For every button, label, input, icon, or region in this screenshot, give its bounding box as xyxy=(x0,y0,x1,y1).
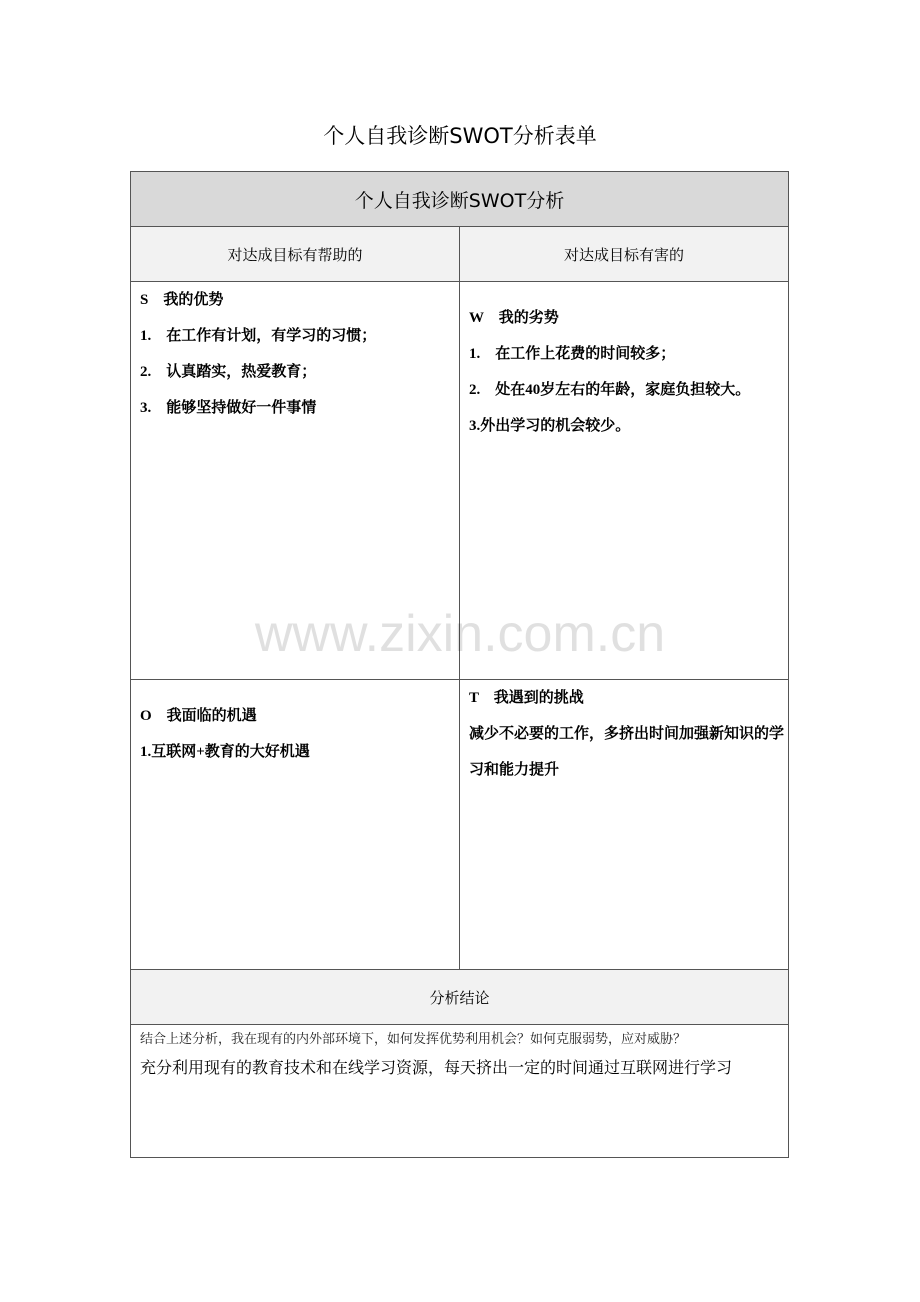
weakness-item: 1. 在工作上花费的时间较多； xyxy=(469,346,676,362)
conclusion-cell xyxy=(131,1025,788,1157)
harmful-column-header: 对达成目标有害的 xyxy=(460,227,788,282)
threat-item: 减少不必要的工作，多挤出时间加强新知识的学习和能力提升 xyxy=(469,726,785,778)
opportunities-label: O 我面临的机遇 xyxy=(140,708,257,724)
threats-label: T 我遇到的挑战 xyxy=(469,690,584,706)
weaknesses-label: W 我的劣势 xyxy=(469,310,559,326)
strengths-label: S 我的优势 xyxy=(140,292,224,308)
threats-cell xyxy=(460,680,788,970)
strength-item: 3. 能够坚持做好一件事情 xyxy=(140,400,317,416)
conclusion-answer: 充分利用现有的教育技术和在线学习资源，每天挤出一定的时间通过互联网进行学习 xyxy=(140,1060,733,1077)
weaknesses-cell xyxy=(460,282,788,680)
swot-table xyxy=(130,171,789,1158)
swot-table-header: 个人自我诊断SWOT分析 xyxy=(131,172,788,227)
strengths-cell xyxy=(131,282,460,680)
opportunity-item: 1.互联网+教育的大好机遇 xyxy=(140,744,310,760)
conclusion-header: 分析结论 xyxy=(131,970,788,1025)
weakness-item: 3.外出学习的机会较少。 xyxy=(469,418,631,434)
opportunities-cell xyxy=(131,680,460,970)
helpful-column-header: 对达成目标有帮助的 xyxy=(131,227,460,282)
weakness-item: 2. 处在40岁左右的年龄，家庭负担较大。 xyxy=(469,382,751,398)
strength-item: 2. 认真踏实，热爱教育； xyxy=(140,364,317,380)
watermark: www.zixin.com.cn xyxy=(254,605,666,663)
conclusion-prompt: 结合上述分析，我在现有的内外部环境下，如何发挥优势利用机会？如何克服弱势，应对威胁？ xyxy=(140,1031,687,1046)
strength-item: 1. 在工作有计划，有学习的习惯； xyxy=(140,328,377,344)
document-title: 个人自我诊断SWOT分析表单 xyxy=(323,124,597,148)
